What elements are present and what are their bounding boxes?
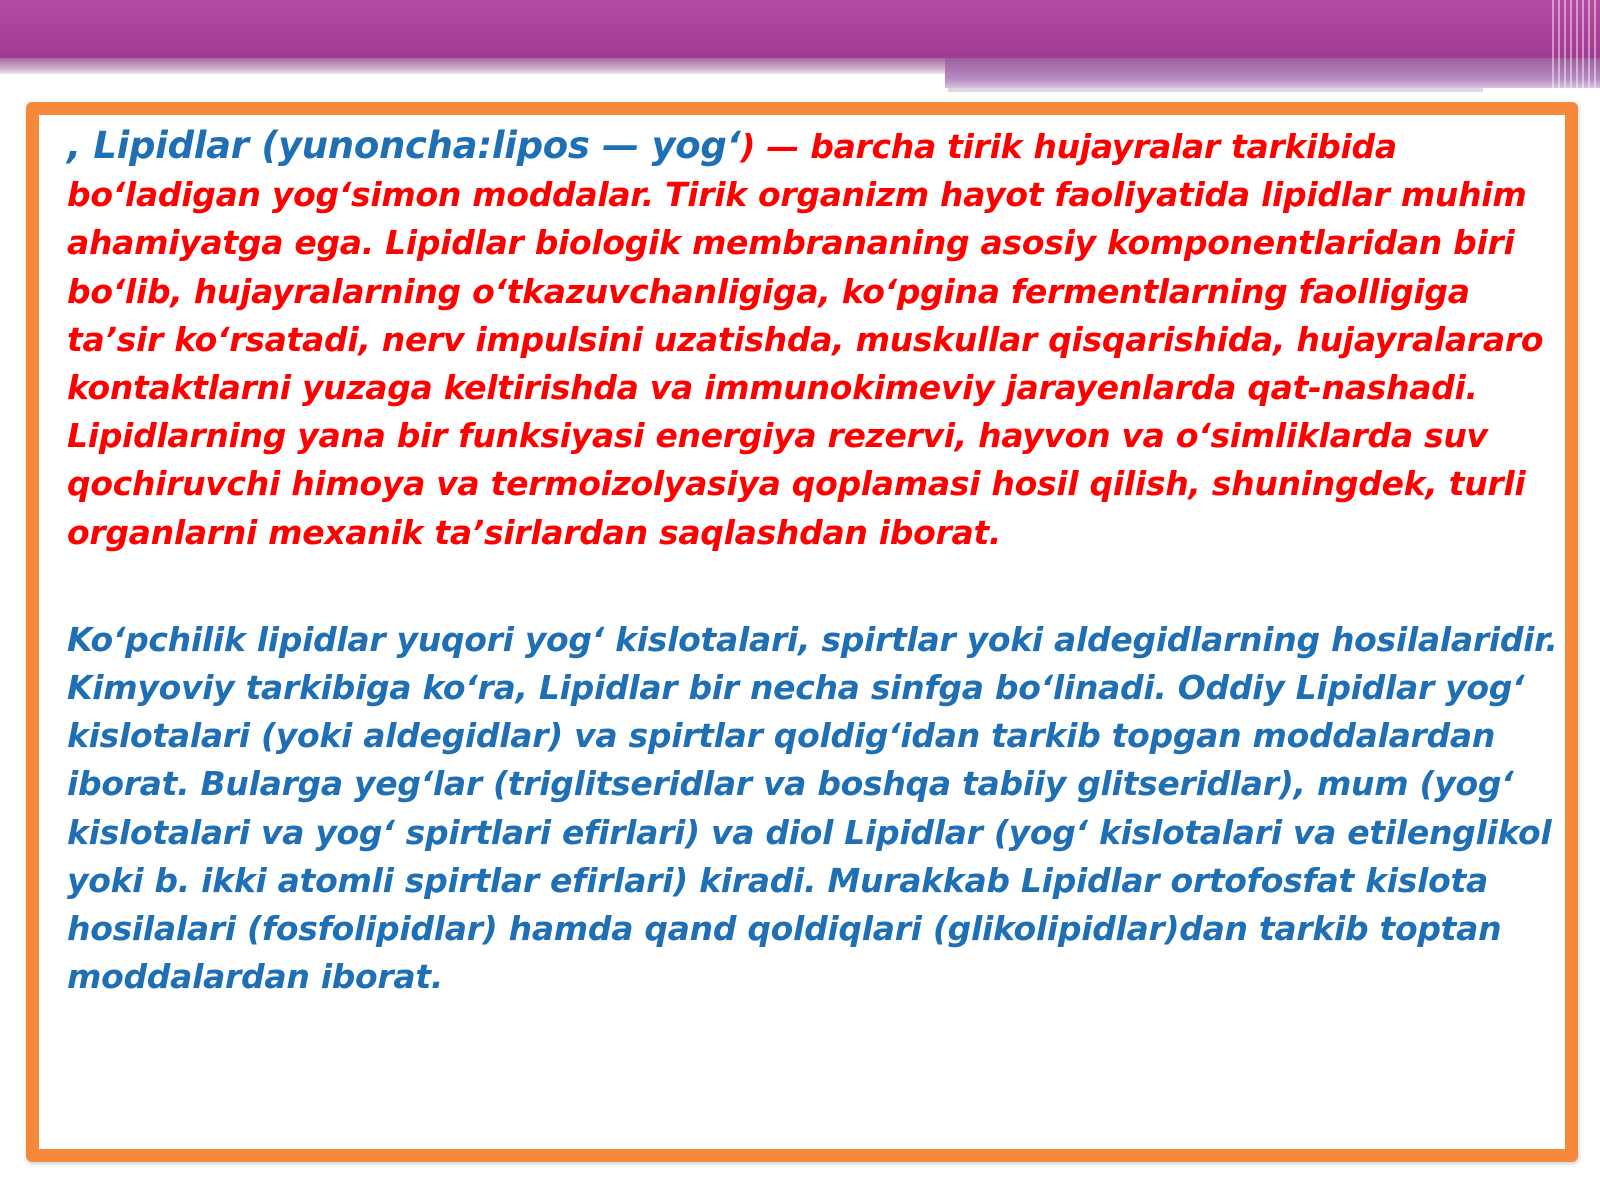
paragraph-definition-text: — barcha tirik hujayralar tarkibida bo‘ladigan yog‘simon moddalar. Tirik organizm hayot faoliyatida lipidlar muhim ahamiyatga ega. Lipidlar biologik membrananing asosiy komponentlaridan biri bo‘lib, hujayralarning o‘tkazuvchanligiga, ko‘pgina fermentlarning faolligiga ta’sir ko‘rsatadi, nerv impulsini uzatishda, muskullar qisqarishida, hujayralararo kontaktlarni yuzaga keltirishda va immunokimeviy jarayenlarda qat-nashadi. Lipidlarning yana bir funksiyasi energiya rezervi, hayvon va o‘simliklarda suv qochiruvchi himoya va termoizolyasiya qoplamasi hosil qilish, shuningdek, turli organlarni mexanik ta’sirlardan saqlashdan iborat. xyxy=(67,127,1544,552)
header-band xyxy=(0,0,1600,58)
paragraph-lead: , Lipidlar (yunoncha:lipos — yog‘ xyxy=(67,124,741,167)
slide-body xyxy=(67,122,1569,1001)
header-rule xyxy=(948,88,1483,92)
paragraph-classification: Ko‘pchilik lipidlar yuqori yog‘ kislotalari, spirtlar yoki aldegidlarning hosilalaridir. Kimyoviy tarkibiga ko‘ra, Lipidlar bir necha sinfga bo‘linadi. Oddiy Lipidlar yog‘ kislotalari (yoki aldegidlar) va spirtlar qoldig‘idan tarkib topgan moddalardan iborat. Bularga yeg‘lar (triglitseridlar va boshqa tabiiy glitseridlar), mum (yog‘ kislotalari va yog‘ spirtlari efirlari) va diol Lipidlar (yog‘ kislotalari va etilenglikol yoki b. ikki atomli spirtlar efirlari) kiradi. Murakkab Lipidlar ortofosfat kislota hosilalari (fosfolipidlar) hamda qand qoldiqlari (glikolipidlar)dan tarkib toptan moddalardan iborat. xyxy=(67,619,1558,997)
decorative-stripes xyxy=(1548,0,1600,110)
paragraph-definition xyxy=(67,122,1569,557)
header-shadow-left xyxy=(0,58,945,74)
paragraph-paren: ) xyxy=(740,127,756,166)
header-shadow-right xyxy=(945,58,1600,88)
